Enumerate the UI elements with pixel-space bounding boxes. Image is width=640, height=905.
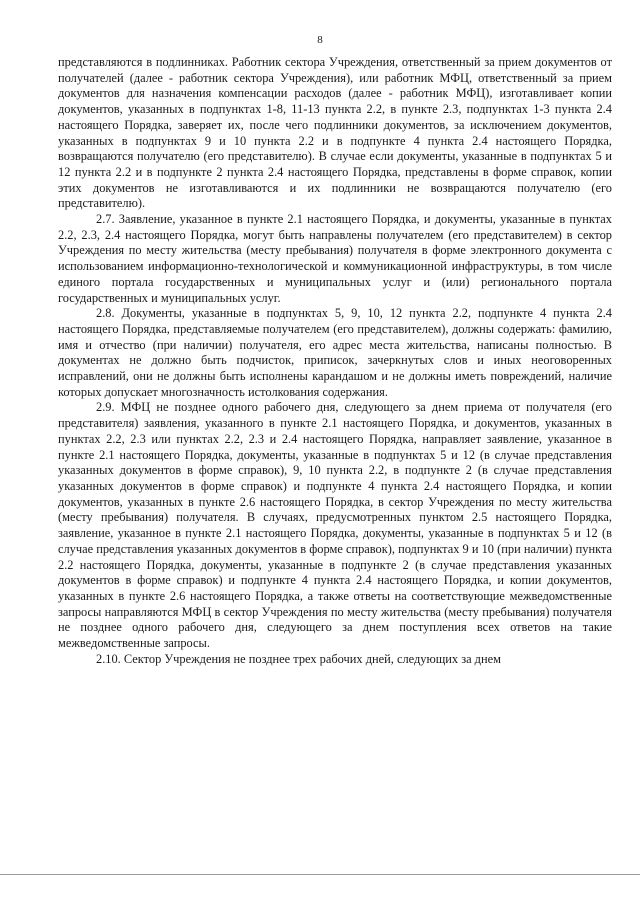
paragraph-2-8: 2.8. Документы, указанные в подпунктах 5, 9, 10, 12 пункта 2.2, подпункте 4 пункта 2.4 настоящего Порядка, представляемые получателем (его представителем), должны содержать: фамилию, имя и отчество (при наличии) получателя, его адрес места жительства, написаны полностью. В документах не должно быть подчисток, приписок, зачеркнутых слов и иных неоговоренных исправлений, они не должны быть исполнены карандашом и не должны иметь повреждений, наличие которых допускает многозначность истолкования содержания. (58, 306, 612, 399)
page-number: 8 (317, 34, 323, 46)
paragraph-continuation: представляются в подлинниках. Работник сектора Учреждения, ответственный за прием документов от получателей (далее - работник сектора Учреждения), или работник МФЦ, ответственный за прием документов для назначения компенсации расходов (далее - работник МФЦ), изготавливает копии документов, указанных в подпунктах 1-8, 11-13 пункта 2.2, в пункте 2.3, подпунктах 1-3 пункта 2.4 настоящего Порядка, заверяет их, после чего подлинники документов, за исключением документов, указанных в подпунктах 9 и 10 пункта 2.2 и в подпункте 4 пункта 2.4 настоящего Порядка, возвращаются получателю (его представителю). В случае если документы, указанные в подпунктах 5 и 12 пункта 2.2 и в подпункте 2 пункта 2.4 настоящего Порядка, представлены в форме справок, копии этих документов не изготавливаются и их подлинники не возвращаются получателю (его представителю). (58, 55, 612, 211)
paragraph-2-7: 2.7. Заявление, указанное в пункте 2.1 настоящего Порядка, и документы, указанные в пунктах 2.2, 2.3, 2.4 настоящего Порядка, могут быть направлены получателем (его представителем) в сектор Учреждения по месту жительства (месту пребывания) получателя в форме электронного документа с использованием информационно-технологической и коммуникационной инфраструктуры, в том числе единого портала государственных и муниципальных услуг и (или) регионального портала государственных и муниципальных услуг. (58, 212, 612, 305)
paragraph-2-9: 2.9. МФЦ не позднее одного рабочего дня, следующего за днем приема от получателя (его представителя) заявления, указанного в пункте 2.1 настоящего Порядка, и документов, указанных в пунктах 2.2, 2.3 или пунктах 2.2, 2.3 и 2.4 настоящего Порядка, направляет заявление, указанное в пункте 2.1 настоящего Порядка, документы, указанные в подпунктах 5 и 12 (в случае представления указанных документов в форме справок), 9, 10 пункта 2.2, в подпункте 2 (в случае представления указанных документов в форме справок) и подпункте 4 пункта 2.4 настоящего Порядка, и копии документов, указанных в пункте 2.6 настоящего Порядка, в сектор Учреждения по месту жительства (месту пребывания) получателя. В случаях, предусмотренных пунктом 2.5 настоящего Порядка, заявление, указанное в пункте 2.1 настоящего Порядка, документы, указанные в подпунктах 5 и 12 (в случае представления указанных документов в форме справок), подпунктах 9 и 10 (при наличии) пункта 2.2 настоящего Порядка, документы, указанные в подпункте 2 (в случае представления указанных документов в форме справок) и подпункте 4 пункта 2.4 настоящего Порядка, и копии документов, указанных в пункте 2.6 настоящего Порядка, а также ответы на соответствующие межведомственные запросы направляются МФЦ в сектор Учреждения по месту жительства (месту пребывания) получателя не позднее одного рабочего дня, следующего за днем поступления всех ответов на такие межведомственные запросы. (58, 400, 612, 651)
page-bottom-divider (0, 874, 640, 875)
paragraph-2-10: 2.10. Сектор Учреждения не позднее трех рабочих дней, следующих за днем (96, 651, 501, 666)
document-body (58, 55, 612, 667)
